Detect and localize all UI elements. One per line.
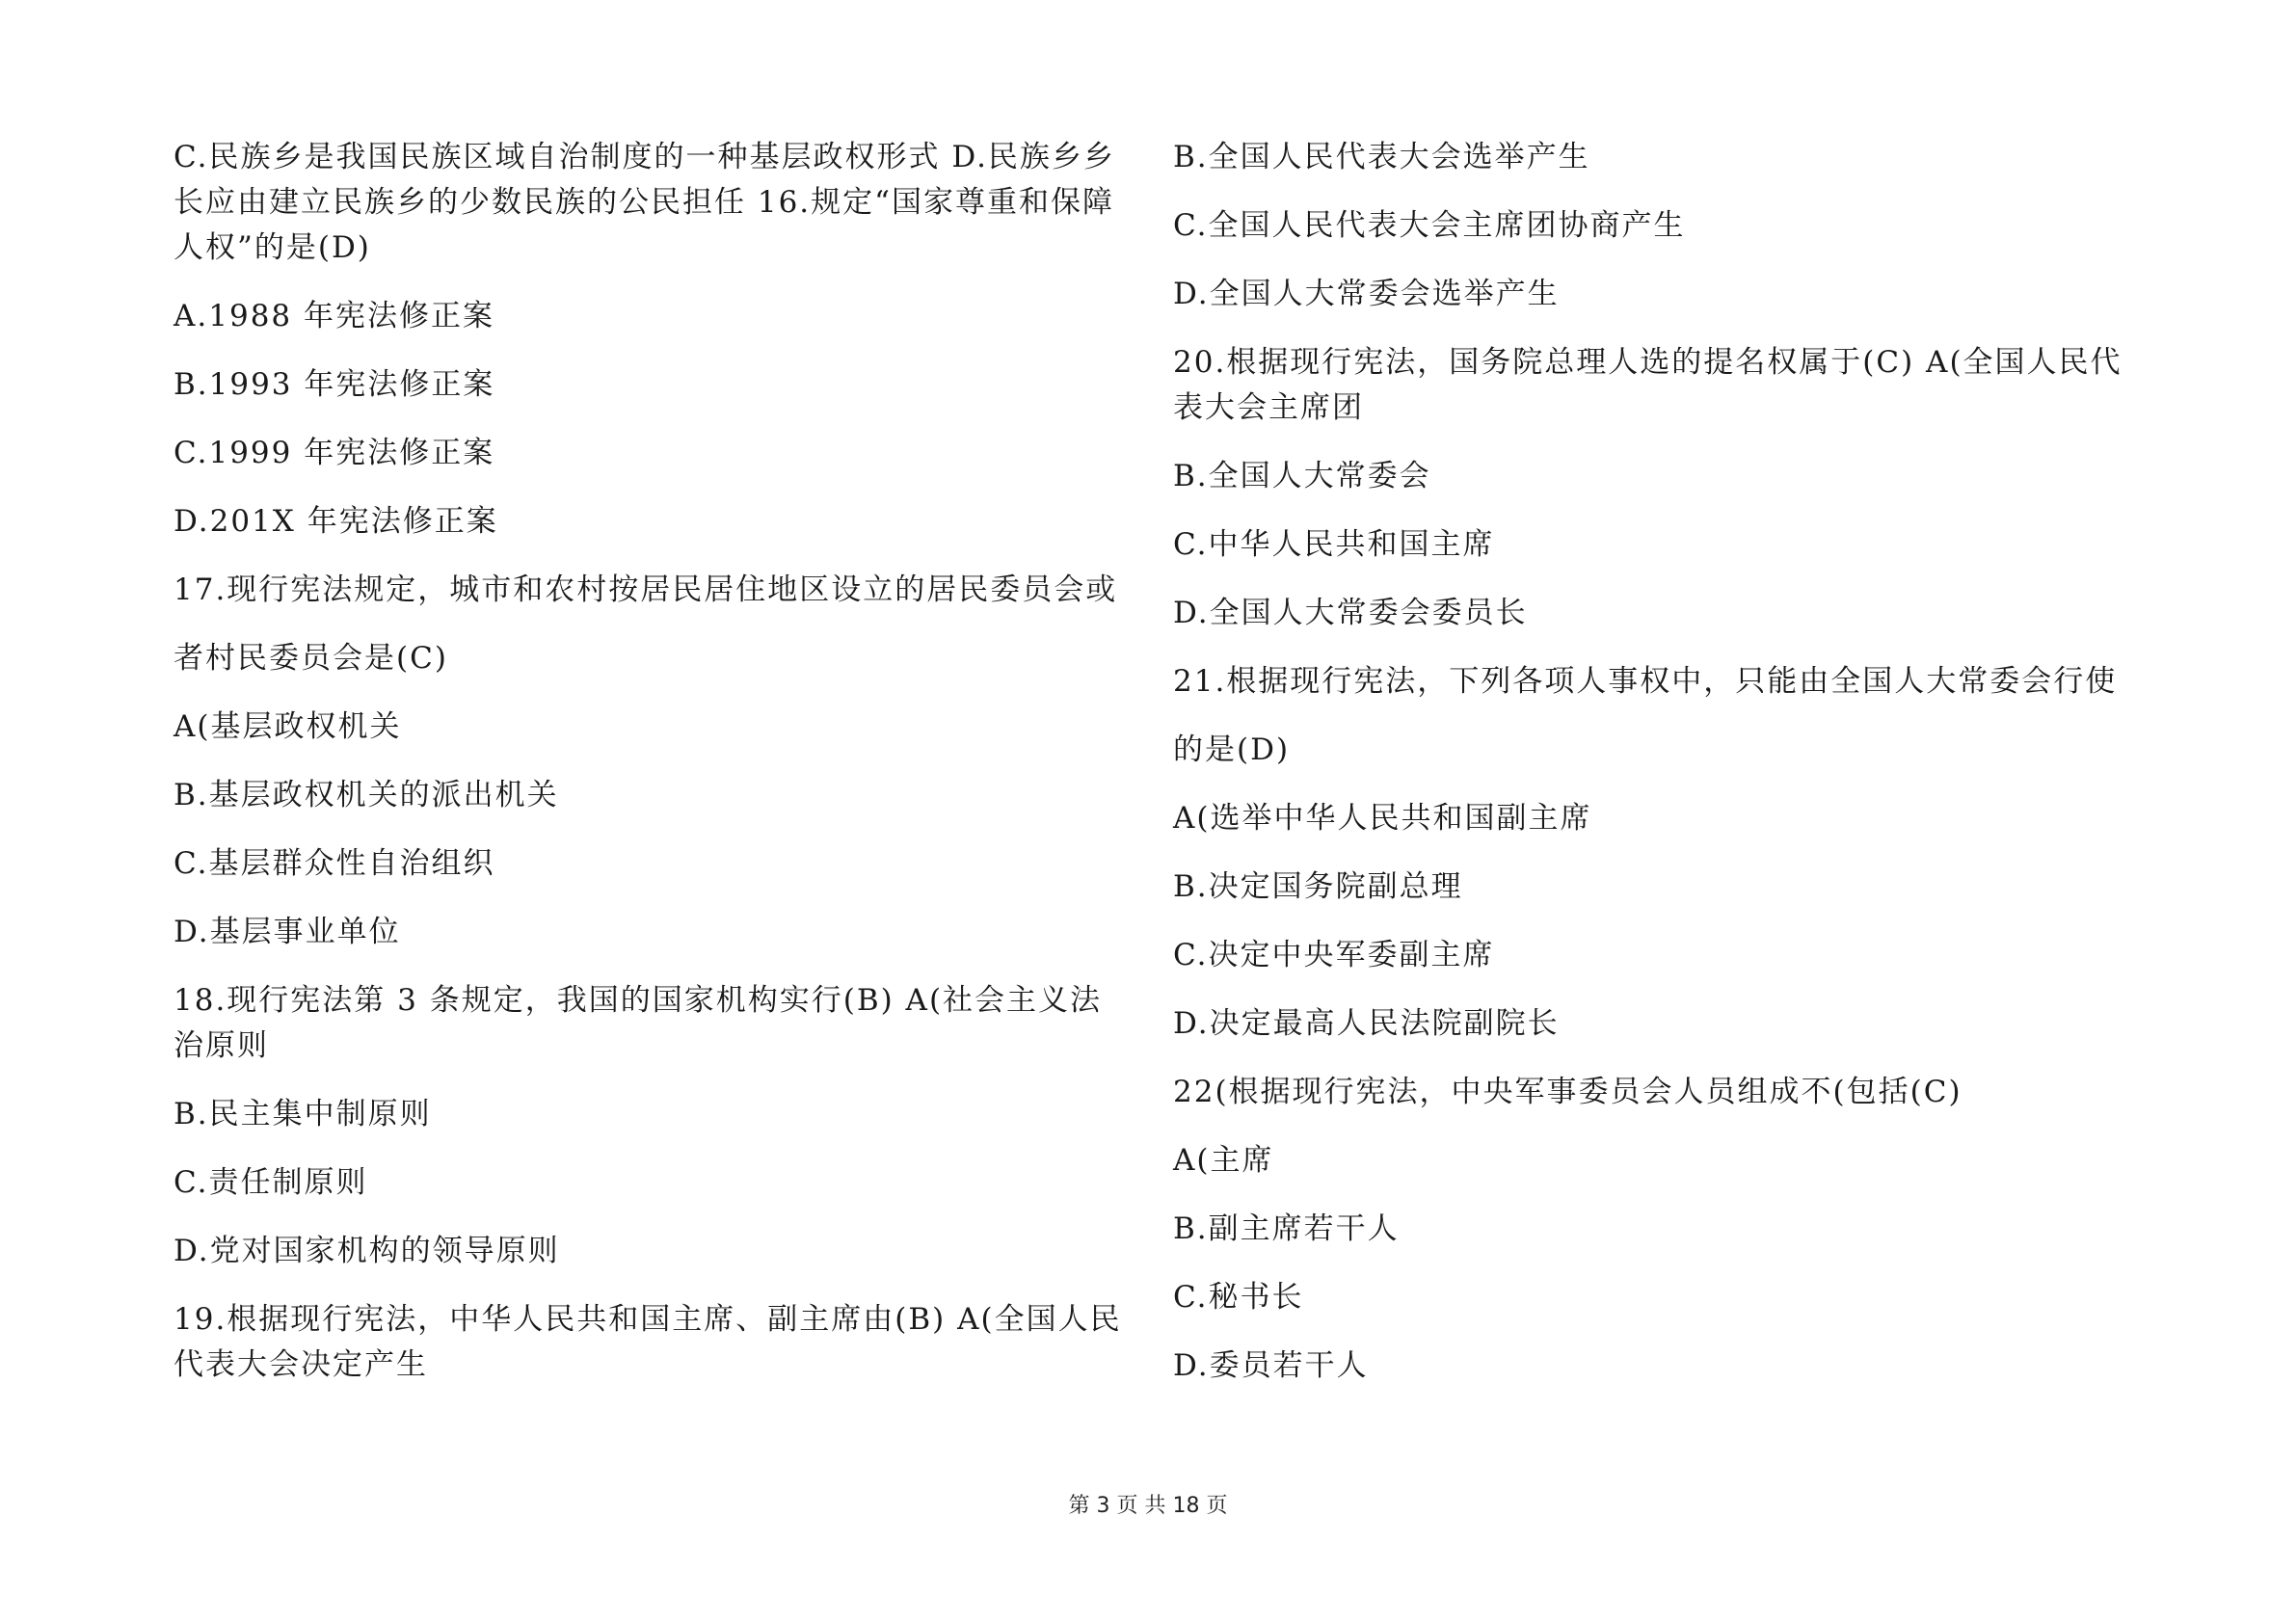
question-17-stem: 17.现行宪法规定，城市和农村按居民居住地区设立的居民委员会或 (174, 572, 1118, 607)
option-line: C.全国人民代表大会主席团协商产生 (1173, 208, 1686, 243)
option-line: A(基层政权机关 (174, 709, 402, 744)
option-line: B.民主集中制原则 (174, 1097, 432, 1131)
option-line: B.1993 年宪法修正案 (174, 367, 495, 402)
option-line: D.全国人大常委会选举产生 (1173, 277, 1560, 311)
option-line: D.委员若干人 (1173, 1348, 1369, 1383)
option-line: D.党对国家机构的领导原则 (174, 1234, 560, 1268)
right-column (1173, 135, 2137, 1412)
option-line: D.决定最高人民法院副院长 (1173, 1006, 1560, 1041)
question-19-stem: 19.根据现行宪法，中华人民共和国主席、副主席由(B) A(全国人民代表大会决定产生 (174, 1302, 1122, 1382)
option-line: C.秘书长 (1173, 1280, 1304, 1315)
question-17-stem-cont: 者村民委员会是(C) (174, 641, 448, 676)
option-line: D.全国人大常委会委员长 (1173, 596, 1528, 630)
option-line: C.基层群众性自治组织 (174, 846, 495, 881)
option-line: A.1988 年宪法修正案 (174, 299, 494, 333)
option-line: C.决定中央军委副主席 (1173, 938, 1495, 972)
option-line: D.201X 年宪法修正案 (174, 504, 498, 539)
question-22-stem: 22(根据现行宪法，中央军事委员会人员组成不(包括(C) (1173, 1075, 1962, 1109)
left-column (174, 135, 1137, 1411)
option-line: C.责任制原则 (174, 1165, 368, 1200)
question-15-options-16: C.民族乡是我国民族区域自治制度的一种基层政权形式 D.民族乡乡长应由建立民族乡的少数民族的公民担任 16.规定“国家尊重和保障人权”的是(D) (174, 140, 1115, 265)
option-line: B.全国人大常委会 (1173, 459, 1431, 493)
option-line: B.副主席若干人 (1173, 1211, 1400, 1246)
question-21-stem: 21.根据现行宪法，下列各项人事权中，只能由全国人大常委会行使 (1173, 664, 2118, 699)
option-line: C.中华人民共和国主席 (1173, 527, 1495, 562)
option-line: B.决定国务院副总理 (1173, 869, 1463, 904)
option-line: A(选举中华人民共和国副主席 (1173, 801, 1592, 836)
option-line: B.基层政权机关的派出机关 (174, 778, 559, 812)
option-line: B.全国人民代表大会选举产生 (1173, 140, 1590, 174)
question-20-stem: 20.根据现行宪法，国务院总理人选的提名权属于(C) A(全国人民代表大会主席团 (1173, 345, 2122, 425)
option-line: D.基层事业单位 (174, 915, 401, 949)
page-number-footer: 第 3 页 共 18 页 (1068, 1494, 1228, 1518)
option-line: A(主席 (1173, 1143, 1274, 1178)
question-18-stem: 18.现行宪法第 3 条规定，我国的国家机构实行(B) A(社会主义法治原则 (174, 983, 1103, 1063)
option-line: C.1999 年宪法修正案 (174, 436, 495, 470)
question-21-stem-cont: 的是(D) (1173, 732, 1291, 767)
